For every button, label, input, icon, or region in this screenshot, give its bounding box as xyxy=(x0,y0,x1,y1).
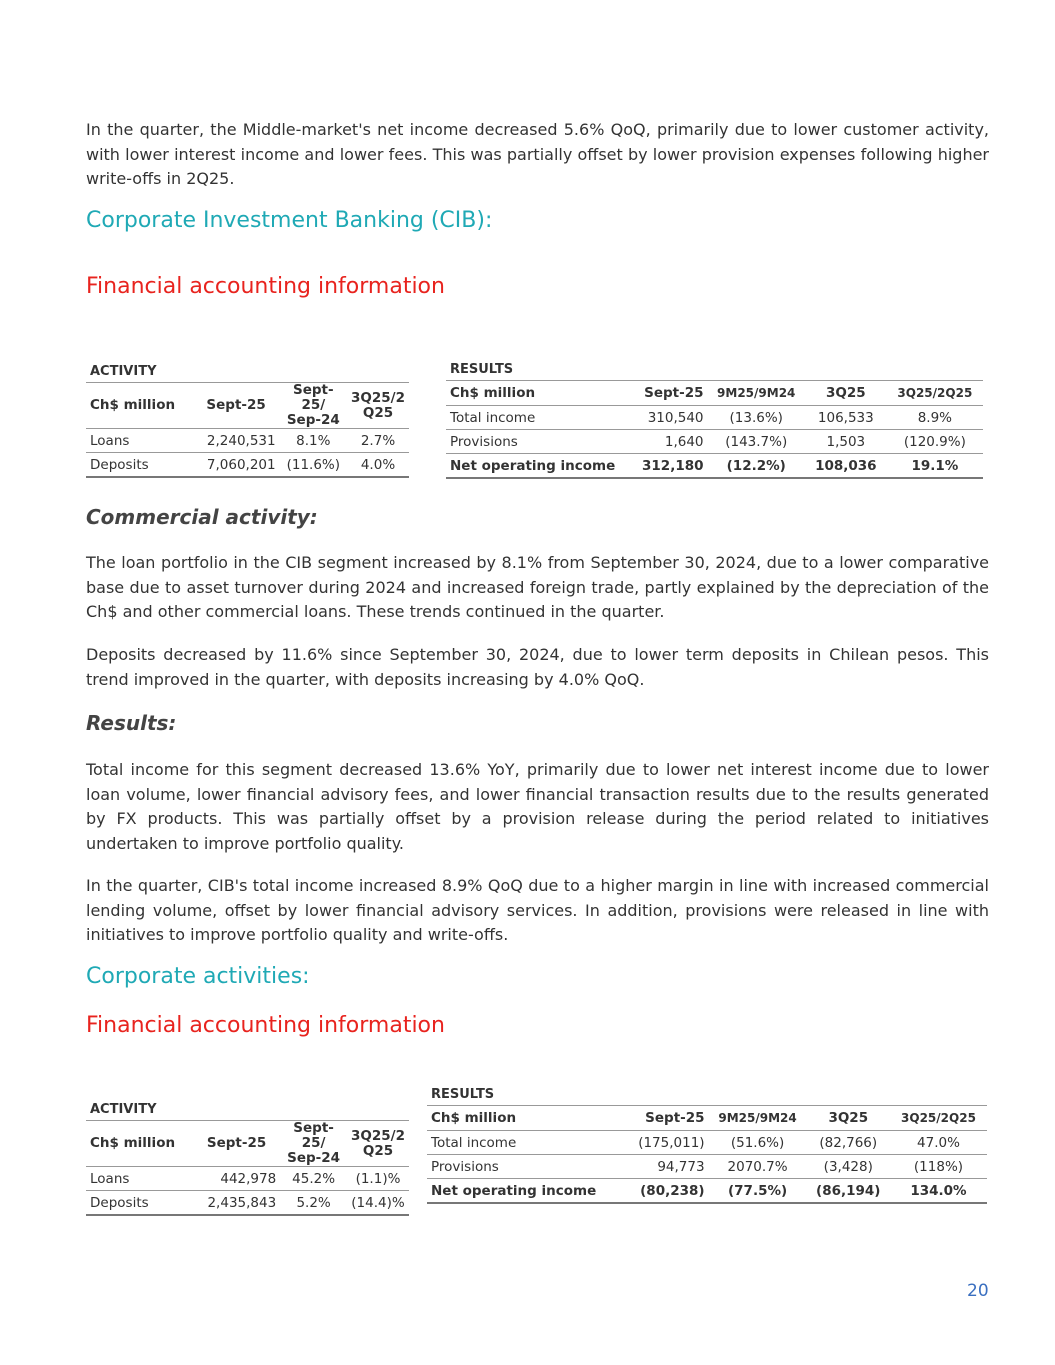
table-cell: Provisions xyxy=(446,430,626,454)
column-header: Sept-25 xyxy=(626,381,708,406)
commercial-paragraph-2: Deposits decreased by 11.6% since September 30, 2024, due to lower term deposits in Chilean pesos. This trend improved in the quarter, with deposits increasing by 4.0% QoQ. xyxy=(86,645,989,689)
commercial-activity-heading: Commercial activity: xyxy=(86,505,318,529)
cib-heading: Corporate Investment Banking (CIB): xyxy=(86,208,493,233)
corporate-results-table xyxy=(427,1083,987,1204)
table-cell: 7,060,201 xyxy=(193,453,280,478)
corporate-activity-table xyxy=(86,1098,409,1216)
table-cell: (11.6%) xyxy=(280,453,347,478)
column-header: Ch$ million xyxy=(86,383,193,429)
middle-market-paragraph: In the quarter, the Middle-market's net income decreased 5.6% QoQ, primarily due to lower customer activity, with lower interest income and lower fees. This was partially offset by lower provision expenses following higher write-offs in 2Q25. xyxy=(86,120,989,188)
table-cell: (77.5%) xyxy=(709,1179,807,1204)
table-cell: (14.4)% xyxy=(347,1191,409,1216)
table-cell: 106,533 xyxy=(805,406,887,430)
column-header: 3Q25/2Q25 xyxy=(887,381,983,406)
table-cell: 108,036 xyxy=(805,454,887,479)
column-header: 3Q25 xyxy=(805,381,887,406)
column-header: Ch$ million xyxy=(446,381,626,406)
table-cell: 19.1% xyxy=(887,454,983,479)
table-cell: 1,640 xyxy=(626,430,708,454)
results-paragraph-1: Total income for this segment decreased 13.6% YoY, primarily due to lower net interest income due to lower loan volume, lower financial advisory fees, and lower financial transaction results due to the results generated by FX products. This was partially offset by a provision release during the period related to initiatives undertaken to improve portfolio quality. xyxy=(86,760,989,853)
table-cell: Loans xyxy=(86,429,193,453)
column-header: Sept-25 xyxy=(621,1106,708,1131)
table-caption: ACTIVITY xyxy=(86,1098,409,1121)
table-caption: RESULTS xyxy=(427,1083,987,1106)
table-cell: 442,978 xyxy=(193,1167,280,1191)
column-header: Sept-25 xyxy=(193,383,280,429)
table-caption: RESULTS xyxy=(446,358,983,381)
table-cell: Total income xyxy=(427,1131,621,1155)
table-cell: (3,428) xyxy=(807,1155,890,1179)
table-cell: 47.0% xyxy=(890,1131,987,1155)
table-cell: Provisions xyxy=(427,1155,621,1179)
cib-financial-info-heading: Financial accounting information xyxy=(86,274,445,299)
page-number: 20 xyxy=(967,1281,989,1301)
table-cell: 8.9% xyxy=(887,406,983,430)
table-cell: (1.1)% xyxy=(347,1167,409,1191)
column-header: Sept-25/ Sep-24 xyxy=(280,1121,347,1167)
column-header: Ch$ million xyxy=(427,1106,621,1131)
cib-results-table xyxy=(446,358,983,479)
table-cell: (175,011) xyxy=(621,1131,708,1155)
table-cell: 8.1% xyxy=(280,429,347,453)
corporate-activities-heading: Corporate activities: xyxy=(86,964,310,989)
table-cell: Net operating income xyxy=(427,1179,621,1204)
table-cell: Deposits xyxy=(86,453,193,478)
table-cell: (13.6%) xyxy=(708,406,805,430)
table-cell: 2070.7% xyxy=(709,1155,807,1179)
table-cell: 2,240,531 xyxy=(193,429,280,453)
table-cell: 2,435,843 xyxy=(193,1191,280,1216)
table-cell: 45.2% xyxy=(280,1167,347,1191)
column-header: 3Q25/2 Q25 xyxy=(347,383,409,429)
table-cell: 2.7% xyxy=(347,429,409,453)
table-cell: (80,238) xyxy=(621,1179,708,1204)
cib-activity-table xyxy=(86,360,409,478)
results-paragraph-2: In the quarter, CIB's total income increased 8.9% QoQ due to a higher margin in line with increased commercial lending volume, offset by lower financial advisory services. In addition, provisions were released in line with initiatives to improve portfolio quality and write-offs. xyxy=(86,876,989,944)
results-heading: Results: xyxy=(86,711,177,735)
column-header: Sept-25 xyxy=(193,1121,280,1167)
table-cell: Loans xyxy=(86,1167,193,1191)
commercial-paragraph-1: The loan portfolio in the CIB segment increased by 8.1% from September 30, 2024, due to a lower comparative base due to asset turnover during 2024 and increased foreign trade, partly explained by the depreciation of the Ch$ and other commercial loans. These trends continued in the quarter. xyxy=(86,553,989,621)
column-header: 3Q25/2Q25 xyxy=(890,1106,987,1131)
table-cell: (51.6%) xyxy=(709,1131,807,1155)
column-header: 9M25/9M24 xyxy=(708,381,805,406)
column-header: Sept-25/ Sep-24 xyxy=(280,383,347,429)
table-cell: (143.7%) xyxy=(708,430,805,454)
column-header: 3Q25 xyxy=(807,1106,890,1131)
table-cell: (86,194) xyxy=(807,1179,890,1204)
table-cell: Deposits xyxy=(86,1191,193,1216)
corporate-financial-info-heading: Financial accounting information xyxy=(86,1013,445,1038)
table-cell: (118%) xyxy=(890,1155,987,1179)
table-cell: (12.2%) xyxy=(708,454,805,479)
table-cell: 1,503 xyxy=(805,430,887,454)
table-caption: ACTIVITY xyxy=(86,360,409,383)
table-cell: Net operating income xyxy=(446,454,626,479)
table-cell: 312,180 xyxy=(626,454,708,479)
table-cell: (82,766) xyxy=(807,1131,890,1155)
table-cell: 310,540 xyxy=(626,406,708,430)
table-cell: (120.9%) xyxy=(887,430,983,454)
table-cell: 5.2% xyxy=(280,1191,347,1216)
table-cell: 4.0% xyxy=(347,453,409,478)
column-header: 3Q25/2 Q25 xyxy=(347,1121,409,1167)
column-header: 9M25/9M24 xyxy=(709,1106,807,1131)
table-cell: 134.0% xyxy=(890,1179,987,1204)
column-header: Ch$ million xyxy=(86,1121,193,1167)
table-cell: 94,773 xyxy=(621,1155,708,1179)
table-cell: Total income xyxy=(446,406,626,430)
